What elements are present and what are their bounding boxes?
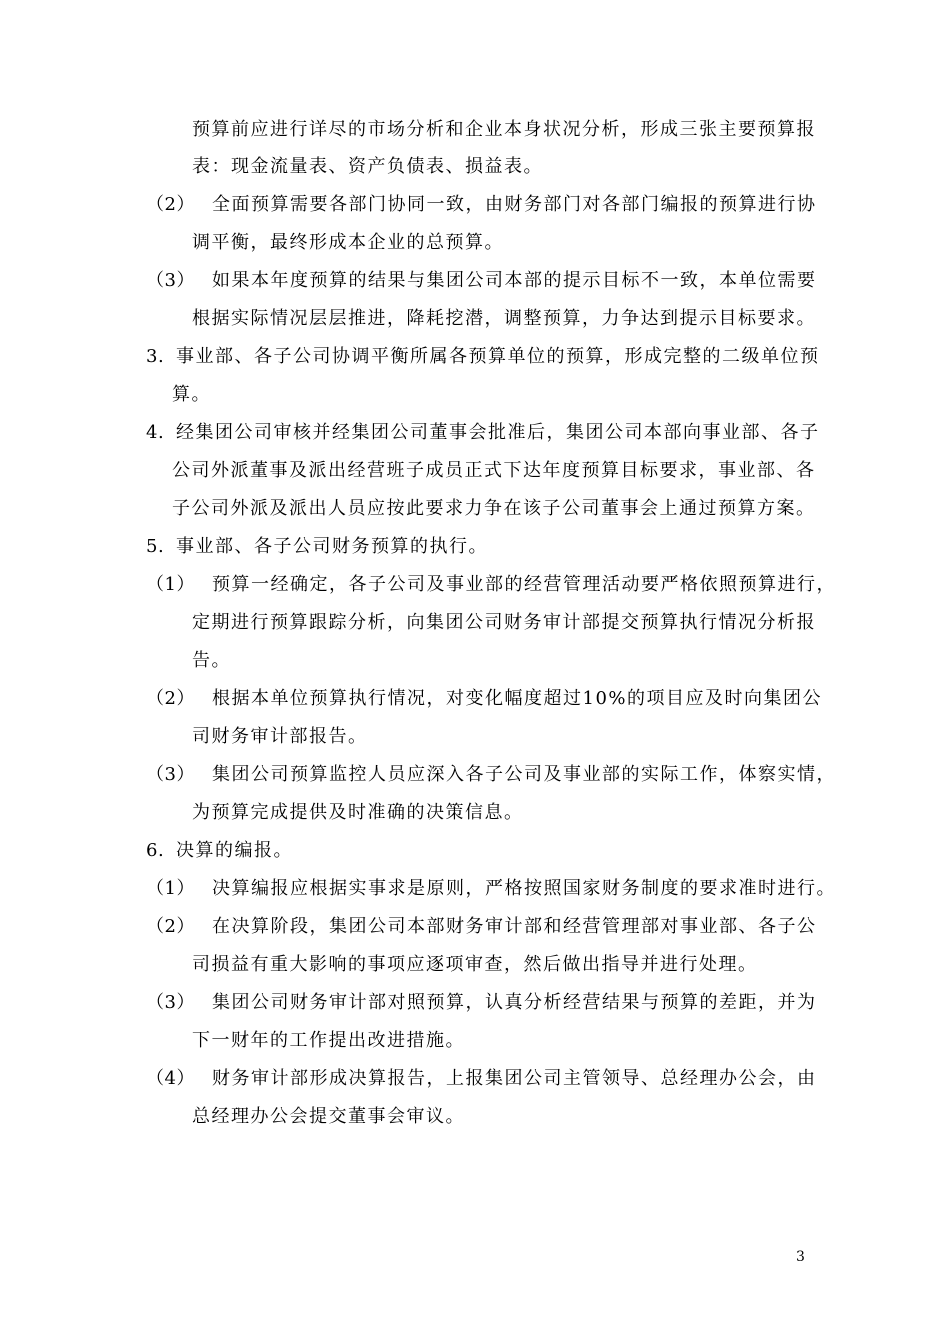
paragraph-line: 在决算阶段，集团公司本部财务审计部和经营管理部对事业部、各子公 [212,916,817,937]
item-label: （2） [146,194,195,215]
paragraph-line: 调平衡，最终形成本企业的总预算。 [192,232,504,253]
paragraph-line: 定期进行预算跟踪分析，向集团公司财务审计部提交预算执行情况分析报 [192,612,816,633]
paragraph-line: 总经理办公会提交董事会审议。 [192,1106,465,1127]
item-label: （3） [146,992,195,1013]
item-label: （4） [146,1068,195,1089]
paragraph-line: 为预算完成提供及时准确的决策信息。 [192,802,524,823]
paragraph-line: 下一财年的工作提出改进措施。 [192,1030,465,1051]
item-label: 5. [146,536,165,557]
item-label: （1） [146,574,195,595]
paragraph-line: 预算前应进行详尽的市场分析和企业本身状况分析，形成三张主要预算报 [192,119,816,140]
paragraph-line: 决算的编报。 [176,840,293,861]
paragraph-line: 经集团公司审核并经集团公司董事会批准后，集团公司本部向事业部、各子 [176,422,820,443]
paragraph-line: 事业部、各子公司财务预算的执行。 [176,536,488,557]
paragraph-line: 集团公司预算监控人员应深入各子公司及事业部的实际工作，体察实情， [212,764,836,785]
page-number: 3 [796,1249,805,1265]
paragraph-line: 算。 [172,384,211,405]
item-label: （1） [146,878,195,899]
paragraph-line: 司财务审计部报告。 [192,726,368,747]
paragraph-line: 公司外派董事及派出经营班子成员正式下达年度预算目标要求，事业部、各 [172,460,816,481]
paragraph-line: 司损益有重大影响的事项应逐项审查，然后做出指导并进行处理。 [192,954,758,975]
paragraph-line: 根据实际情况层层推进，降耗挖潜，调整预算，力争达到提示目标要求。 [192,308,816,329]
paragraph-line: 财务审计部形成决算报告，上报集团公司主管领导、总经理办公会，由 [212,1068,817,1089]
paragraph-line: 告。 [192,650,231,671]
item-label: （2） [146,688,195,709]
paragraph-line: 全面预算需要各部门协同一致，由财务部门对各部门编报的预算进行协 [212,194,817,215]
item-label: （3） [146,270,195,291]
paragraph-line: 如果本年度预算的结果与集团公司本部的提示目标不一致，本单位需要 [212,270,817,291]
item-label: （2） [146,916,195,937]
paragraph-line: 事业部、各子公司协调平衡所属各预算单位的预算，形成完整的二级单位预 [176,346,820,367]
item-label: 6. [146,840,165,861]
paragraph-line: 子公司外派及派出人员应按此要求力争在该子公司董事会上通过预算方案。 [172,498,816,519]
paragraph-line: 根据本单位预算执行情况，对变化幅度超过10%的项目应及时向集团公 [212,688,823,709]
item-label: （3） [146,764,195,785]
paragraph-line: 决算编报应根据实事求是原则，严格按照国家财务制度的要求准时进行。 [212,878,836,899]
paragraph-line: 表：现金流量表、资产负债表、损益表。 [192,156,543,177]
item-label: 4. [146,422,165,443]
paragraph-line: 预算一经确定，各子公司及事业部的经营管理活动要严格依照预算进行， [212,574,836,595]
paragraph-line: 集团公司财务审计部对照预算，认真分析经营结果与预算的差距，并为 [212,992,817,1013]
item-label: 3. [146,346,165,367]
